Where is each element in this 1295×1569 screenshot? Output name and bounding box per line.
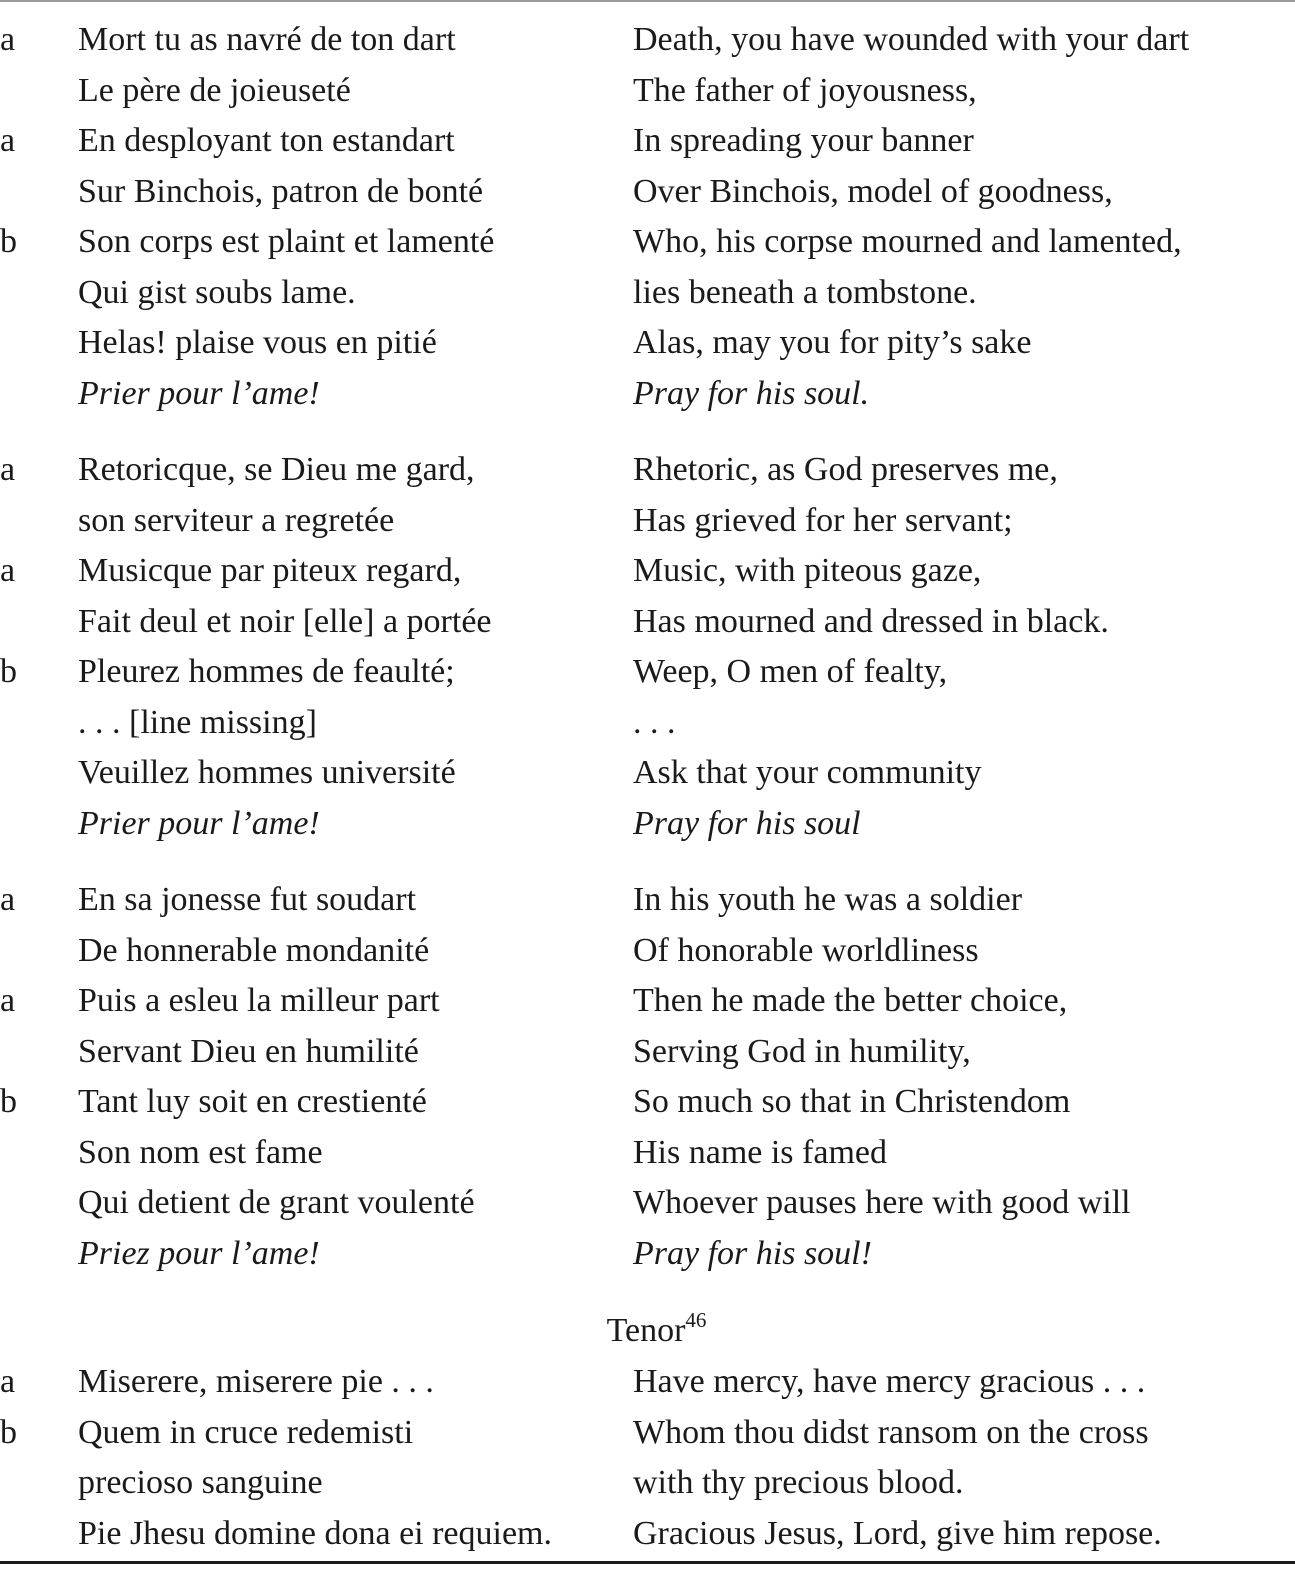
french-text: Servant Dieu en humilité <box>78 1032 419 1070</box>
english-text: Whoever pauses here with good will <box>633 1184 1131 1221</box>
english-text: So much so that in Christendom <box>633 1083 1071 1120</box>
english-text: Gracious Jesus, Lord, give him repose. <box>633 1514 1162 1552</box>
verse-line <box>0 217 1295 268</box>
verse-line <box>0 1178 1295 1229</box>
verse-line <box>0 318 1295 369</box>
poem-table <box>0 15 1295 1559</box>
rhyme-letter: b <box>0 653 17 690</box>
english-text: . . . <box>633 703 676 741</box>
english-text: with thy precious blood. <box>633 1464 964 1501</box>
french-text: Retoricque, se Dieu me gard, <box>78 451 475 488</box>
verse-line <box>0 116 1295 167</box>
refrain-line <box>0 369 1295 420</box>
verse-line <box>0 546 1295 597</box>
english-text: Whom thou didst ransom on the cross <box>633 1413 1149 1451</box>
english-text: Serving God in humility, <box>633 1032 971 1070</box>
french-text: Mort tu as navré de ton dart <box>78 21 456 58</box>
verse-line <box>0 647 1295 698</box>
english-text: Pray for his soul. <box>633 374 870 412</box>
verse-line <box>0 976 1295 1027</box>
english-text: Has grieved for her servant; <box>633 501 1013 539</box>
latin-text: Pie Jhesu domine dona ei requiem. <box>78 1514 553 1552</box>
latin-text: Quem in cruce redemisti <box>78 1413 414 1451</box>
french-text: En sa jonesse fut soudart <box>78 881 417 918</box>
french-text: Fait deul et noir [elle] a portée <box>78 602 492 640</box>
stanza-1 <box>0 15 1295 419</box>
rhyme-letter: a <box>0 122 16 159</box>
footnote-marker: 46 <box>685 1308 707 1332</box>
english-text: Pray for his soul <box>633 804 861 842</box>
rhyme-letter: a <box>0 451 16 488</box>
verse-line <box>0 748 1295 799</box>
french-text: Puis a esleu la milleur part <box>78 982 440 1019</box>
bottom-rule <box>0 1561 1295 1564</box>
refrain-line <box>0 799 1295 850</box>
english-text: Alas, may you for pity’s sake <box>633 324 1032 361</box>
french-text: En desployant ton estandart <box>78 122 455 159</box>
verse-line <box>0 445 1295 496</box>
english-text: Then he made the better choice, <box>633 982 1068 1019</box>
verse-line <box>0 875 1295 926</box>
rhyme-letter: a <box>0 881 16 918</box>
verse-line <box>0 167 1295 218</box>
stanza-gap <box>0 849 1295 875</box>
latin-text: Miserere, miserere pie . . . <box>78 1363 434 1400</box>
english-text: Over Binchois, model of goodness, <box>633 172 1113 210</box>
english-text: Who, his corpse mourned and lamented, <box>633 223 1182 260</box>
rhyme-letter: b <box>0 1413 17 1451</box>
english-text: Have mercy, have mercy gracious . . . <box>633 1363 1146 1400</box>
english-text: Weep, O men of fealty, <box>633 653 948 690</box>
english-text: Has mourned and dressed in black. <box>633 602 1109 640</box>
tenor-heading <box>0 1305 1295 1357</box>
english-text: His name is famed <box>633 1133 887 1171</box>
french-text: Priez pour l’ame! <box>78 1234 320 1272</box>
english-text: Music, with piteous gaze, <box>633 552 982 589</box>
english-text: lies beneath a tombstone. <box>633 273 977 311</box>
top-rule <box>0 0 1295 2</box>
french-text: Son corps est plaint et lamenté <box>78 223 495 260</box>
tenor-heading-text: Tenor <box>606 1312 686 1349</box>
rhyme-letter: a <box>0 552 16 589</box>
french-text: Le père de joieuseté <box>78 71 351 109</box>
rhyme-letter: a <box>0 982 16 1019</box>
english-text: Of honorable worldliness <box>633 931 979 969</box>
verse-line <box>0 66 1295 117</box>
verse-line <box>0 268 1295 319</box>
stanza-3 <box>0 875 1295 1279</box>
rhyme-letter: b <box>0 1083 17 1120</box>
verse-line <box>0 1128 1295 1179</box>
english-text: Death, you have wounded with your dart <box>633 21 1190 58</box>
french-text: Qui detient de grant voulenté <box>78 1184 475 1221</box>
verse-line <box>0 926 1295 977</box>
verse-line <box>0 597 1295 648</box>
verse-line <box>0 698 1295 749</box>
verse-line <box>0 496 1295 547</box>
stanza-gap <box>0 419 1295 445</box>
french-text: Son nom est fame <box>78 1133 323 1171</box>
french-text: son serviteur a regretée <box>78 501 395 539</box>
verse-line <box>0 1077 1295 1128</box>
english-text: The father of joyousness, <box>633 71 977 109</box>
french-text: Veuillez hommes université <box>78 754 456 791</box>
rhyme-letter: a <box>0 21 16 58</box>
french-text: Prier pour l’ame! <box>78 374 320 412</box>
stanza-gap <box>0 1279 1295 1305</box>
english-text: In spreading your banner <box>633 122 974 159</box>
english-text: Pray for his soul! <box>633 1234 872 1272</box>
verse-line <box>0 15 1295 66</box>
french-text: Pleurez hommes de feaulté; <box>78 653 455 690</box>
french-text: Musicque par piteux regard, <box>78 552 462 589</box>
french-text: Prier pour l’ame! <box>78 804 320 842</box>
french-text: Tant luy soit en crestienté <box>78 1083 427 1120</box>
verse-line <box>0 1027 1295 1078</box>
english-text: Rhetoric, as God preserves me, <box>633 451 1058 488</box>
english-text: In his youth he was a soldier <box>633 881 1023 918</box>
verse-line <box>0 1509 1295 1560</box>
refrain-line <box>0 1229 1295 1280</box>
verse-line <box>0 1408 1295 1459</box>
latin-text: precioso sanguine <box>78 1464 323 1501</box>
french-text: Helas! plaise vous en pitié <box>78 324 437 361</box>
verse-line <box>0 1458 1295 1509</box>
french-text: Sur Binchois, patron de bonté <box>78 172 484 210</box>
rhyme-letter: b <box>0 223 17 260</box>
french-text: Qui gist soubs lame. <box>78 273 356 311</box>
verse-line <box>0 1357 1295 1408</box>
french-text: . . . [line missing] <box>78 703 317 741</box>
french-text: De honnerable mondanité <box>78 931 430 969</box>
rhyme-letter: a <box>0 1363 16 1400</box>
english-text: Ask that your community <box>633 754 982 791</box>
tenor-section <box>0 1357 1295 1559</box>
stanza-2 <box>0 445 1295 849</box>
